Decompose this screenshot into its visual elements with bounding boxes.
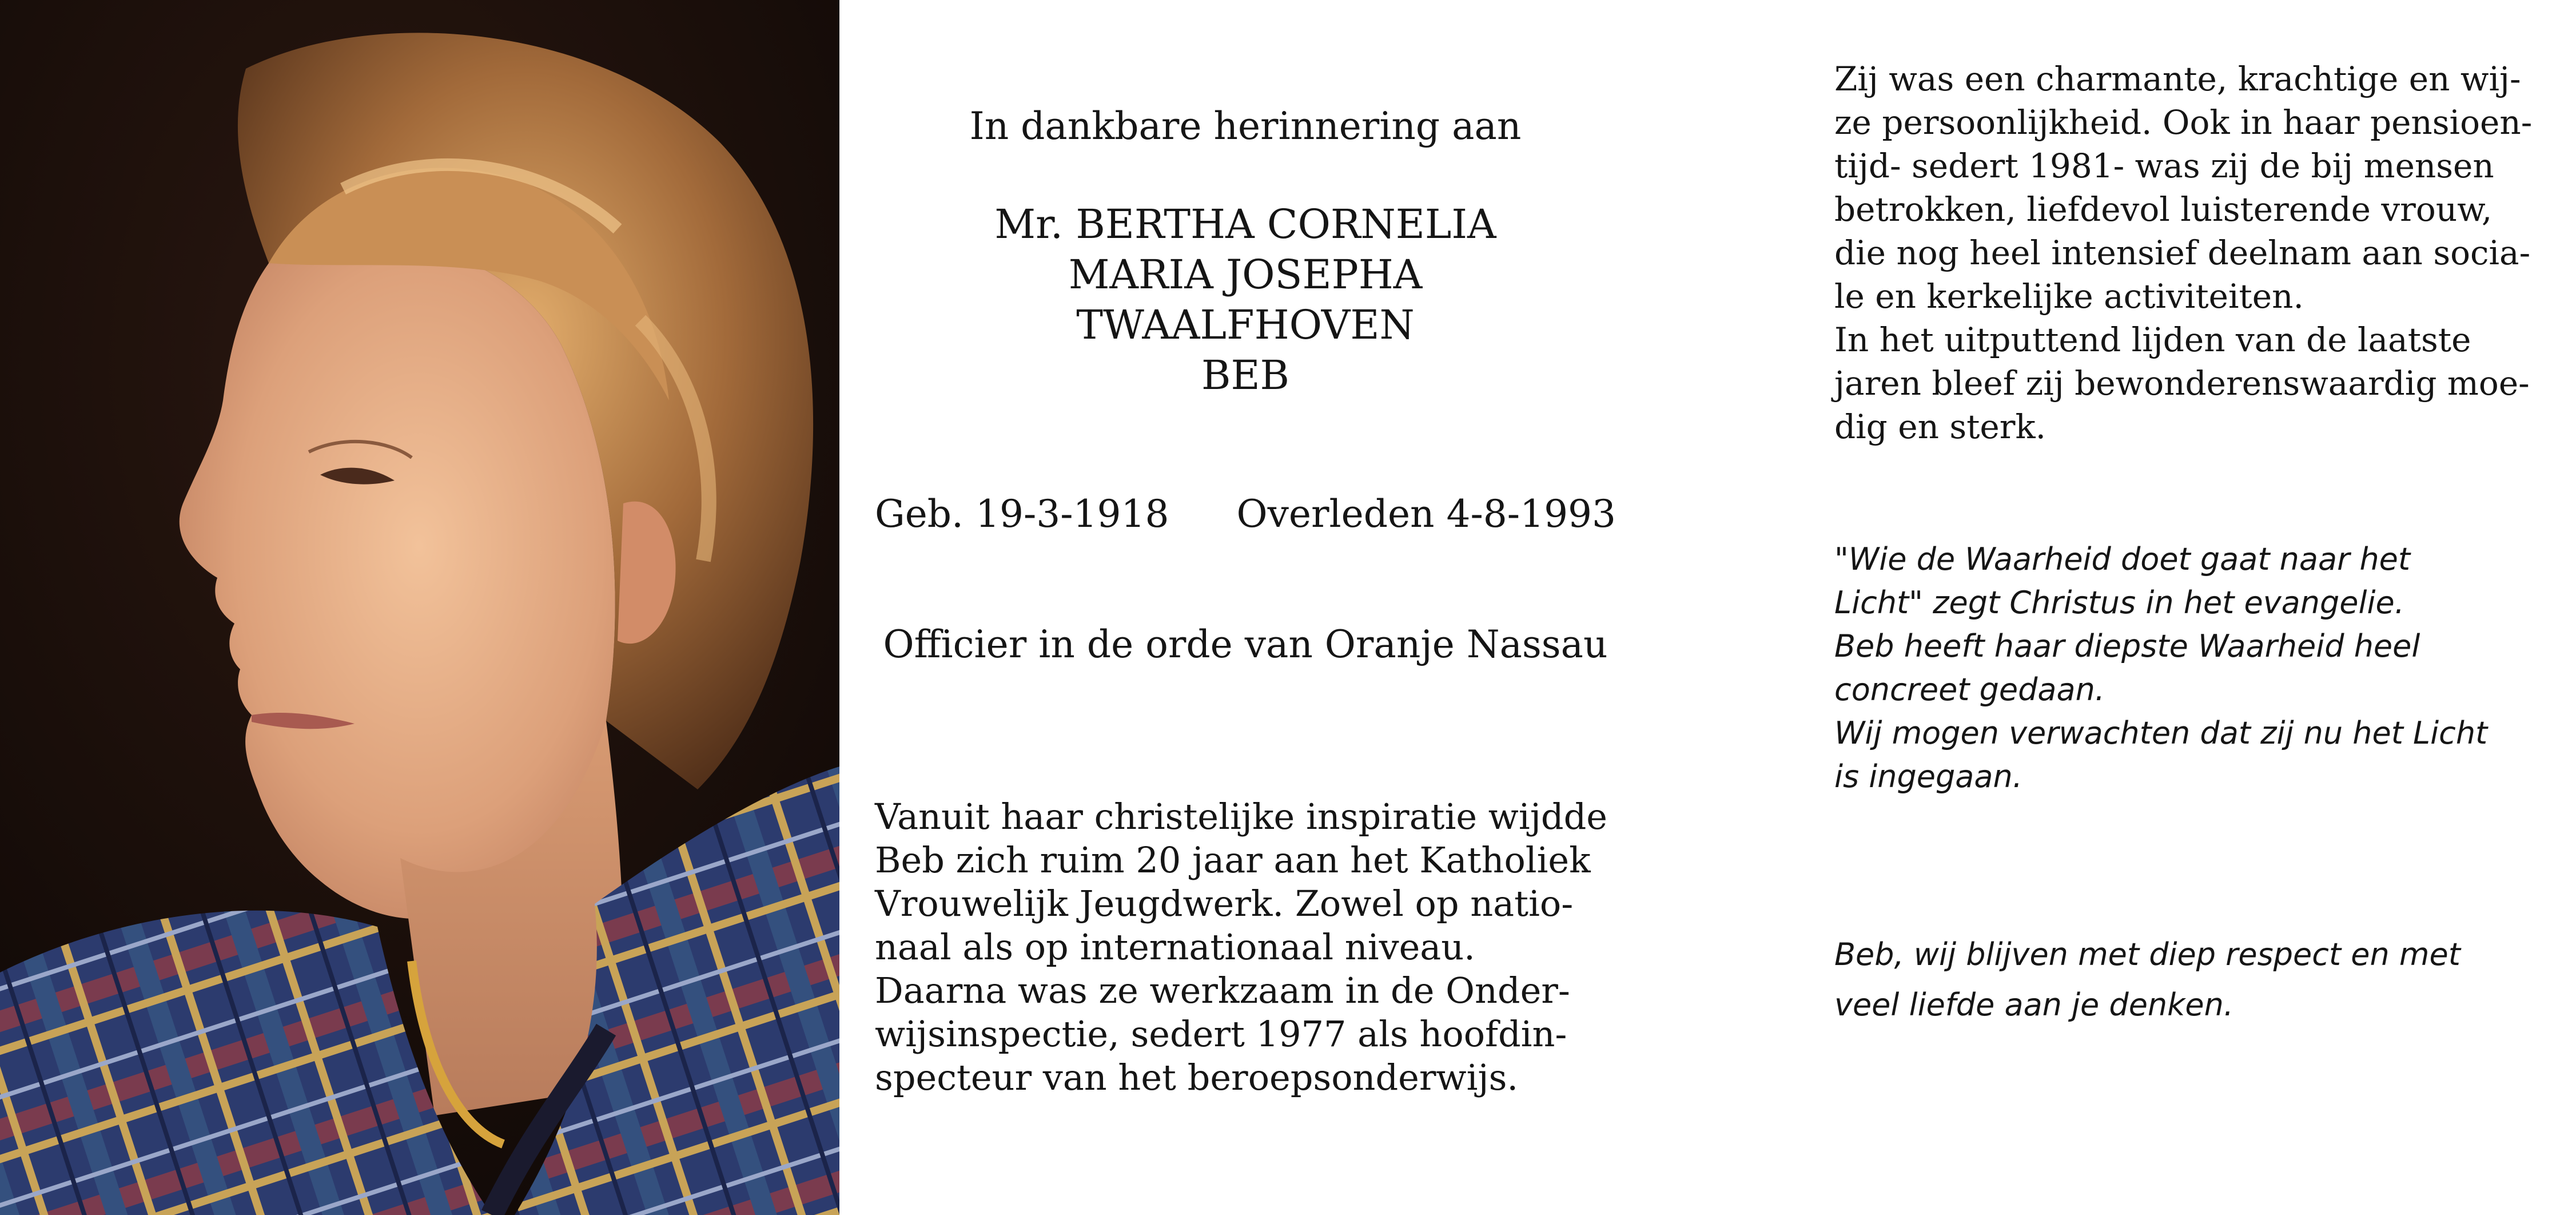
text-line: Wij mogen verwachten dat zij nu het Licht [1834, 715, 2488, 751]
personality-paragraph [1834, 57, 2532, 448]
biography-paragraph [875, 795, 1635, 1099]
text-line: dig en sterk. [1834, 407, 2047, 446]
text-line: Vrouwelijk Jeugdwerk. Zowel op natio- [875, 883, 1574, 924]
text-line: jaren bleef zij bewonderenswaardig moe- [1834, 364, 2530, 403]
text-line: naal als op internationaal niveau. [875, 926, 1475, 968]
death-date: Overleden 4-8-1993 [1236, 492, 1617, 536]
text-line: ze persoonlijkheid. Ook in haar pensioen- [1834, 103, 2533, 142]
text-line: "Wie de Waarheid doet gaat naar het [1834, 541, 2411, 577]
text-line: Licht" zegt Christus in het evangelie. [1834, 585, 2404, 621]
text-line: Vanuit haar christelijke inspiratie wijdde [875, 796, 1607, 837]
text-line: betrokken, liefdevol luisterende vrouw, [1834, 190, 2493, 229]
text-line: specteur van het beroepsonderwijs. [875, 1057, 1519, 1098]
name-line: Mr. BERTHA CORNELIA [994, 201, 1496, 248]
portrait-photo [0, 0, 839, 1215]
text-line: concreet gedaan. [1834, 672, 2105, 708]
text-line: le en kerkelijke activiteiten. [1834, 277, 2304, 316]
text-line: is ingegaan. [1834, 759, 2022, 795]
text-line: Beb, wij blijven met diep respect en met [1834, 936, 2460, 972]
text-line: wijsinspectie, sedert 1977 als hoofdin- [875, 1013, 1567, 1055]
quote-paragraph [1834, 538, 2487, 799]
life-dates [875, 492, 1616, 536]
center-column [839, 0, 1697, 1215]
text-line: Zij was een charmante, krachtige en wij- [1834, 59, 2521, 98]
deceased-name [839, 199, 1651, 400]
text-line: Beb zich ruim 20 jaar aan het Katholiek [875, 839, 1591, 881]
closing-paragraph [1834, 930, 2460, 1030]
intro-text: In dankbare herinnering aan [969, 104, 1522, 148]
name-line: BEB [1201, 352, 1289, 399]
text-line: Daarna was ze werkzaam in de Onder- [875, 970, 1570, 1011]
text-line: Beb heeft haar diepste Waarheid heel [1834, 628, 2420, 664]
name-line: TWAALFHOVEN [1076, 301, 1415, 348]
right-column [1834, 0, 2549, 1215]
text-line: In het uitputtend lijden van de laatste [1834, 320, 2471, 359]
name-line: MARIA JOSEPHA [1068, 251, 1423, 298]
text-line: tijd- sedert 1981- was zij de bij mensen [1834, 146, 2494, 185]
text-line: veel liefde aan je denken. [1834, 987, 2234, 1023]
text-line: die nog heel intensief deelnam aan socia- [1834, 233, 2531, 272]
portrait-photo-icon [0, 0, 839, 1215]
birth-date: Geb. 19-3-1918 [875, 492, 1169, 536]
honor-text: Officier in de orde van Oranje Nassau [883, 622, 1608, 666]
